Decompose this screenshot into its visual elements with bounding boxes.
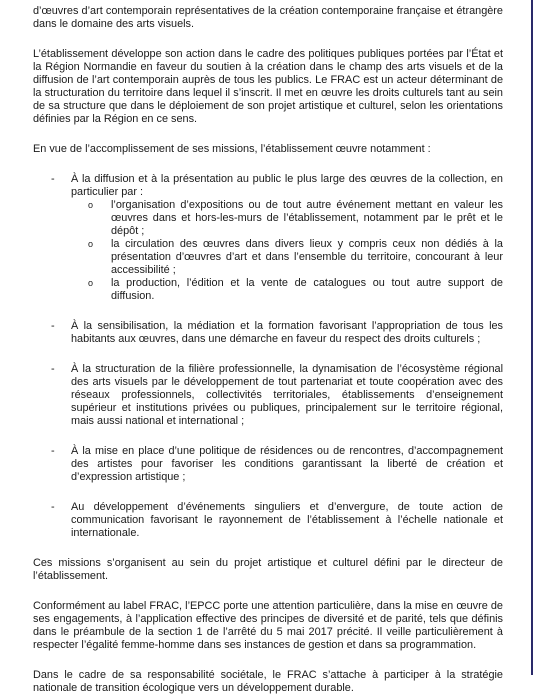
sub-list-item-text: la production, l’édition et la vente de catalogues ou tout autre support de diffusion. (111, 277, 503, 302)
paragraph-diversity-parity: Conformément au label FRAC, l’EPCC porte une attention particulière, dans la mise en œuvre de ses engagements, à l’application effective des principes de diversité et de parité, tels que définis dans le préambule de la section 1 de l’arrêté du 5 mai 2017 précité. Il veille particulièrement à respecter l’égalité femme-homme dans ses instances de gestion et dans sa programmation. (33, 600, 503, 651)
dash-bullet: - (51, 501, 55, 513)
list-item (33, 501, 503, 540)
list-item-text: Au développement d’événements singuliers et d’envergure, de toute action de communication favorisant le rayonnement de l’établissement à l’échelle nationale et internationale. (71, 501, 503, 539)
paragraph-missions-lead: En vue de l’accomplissement de ses missions, l’établissement œuvre notamment : (33, 143, 431, 155)
list-item-text: À la sensibilisation, la médiation et la formation favorisant l’appropriation de tous les habitants aux œuvres, dans une démarche en faveur du respect des droits culturels ; (71, 320, 503, 345)
list-item (33, 320, 503, 346)
sub-list-item-text: l’organisation d’expositions ou de tout autre événement mettant en valeur les œuvres dans et hors-les-murs de l’établissement, notamment par le prêt et le dépôt ; (111, 199, 503, 237)
list-item (33, 173, 503, 303)
list-item-text: À la mise en place d’une politique de résidences ou de rencontres, d’accompagnement des artistes pour favoriser les conditions garantissant la liberté de création et d’expression artistique ; (71, 445, 503, 483)
sub-list-item (71, 277, 503, 303)
sub-list-item-text: la circulation des œuvres dans divers lieux y compris ceux non dédiés à la présentation d’œuvres d’art et dans l’ensemble du territoire, concourant à leur accessibilité ; (111, 238, 503, 276)
missions-list (33, 173, 503, 540)
list-item-text: À la structuration de la filière professionnelle, la dynamisation de l’écosystème régional des arts visuels par le développement de tout partenariat et toute coopération avec des réseaux professionnels, collectivités territoriales, établissements d’enseignement supérieur et institutions privées ou publiques, principalement sur le territoire régional, mais aussi national et international ; (71, 363, 503, 427)
list-item (33, 363, 503, 428)
paragraph-intro-continuation: d’œuvres d’art contemporain représentatives de la création contemporaine française et étrangère dans le domaine des arts visuels. (33, 5, 503, 30)
sub-list-item (71, 199, 503, 238)
paragraph-project-organisation: Ces missions s’organisent au sein du projet artistique et culturel défini par le directeur de l’établissement. (33, 557, 503, 582)
sub-list (71, 199, 503, 303)
circle-bullet: o (88, 200, 94, 210)
dash-bullet: - (51, 173, 55, 185)
dash-bullet: - (51, 363, 55, 375)
dash-bullet: - (51, 445, 55, 457)
paragraph-policy-context: L’établissement développe son action dans le cadre des politiques publiques portées par l’État et la Région Normandie en faveur du soutien à la création dans le champ des arts visuels et de la diffusion de l’art contemporain auprès de tous les publics. Le FRAC est un acteur déterminant de la structuration du territoire dans lequel il s’inscrit. Il met en œuvre les droits culturels tant au sein de sa structure que dans le déploiement de son projet artistique et culturel, selon les orientations définies par la Région en ce sens. (33, 48, 503, 125)
circle-bullet: o (88, 278, 94, 288)
sub-list-item (71, 238, 503, 277)
list-item (33, 445, 503, 484)
circle-bullet: o (88, 239, 94, 249)
list-item-text: À la diffusion et à la présentation au public le plus large des œuvres de la collection, en particulier par : (71, 173, 503, 198)
dash-bullet: - (51, 320, 55, 332)
paragraph-ecological-transition: Dans le cadre de sa responsabilité sociétale, le FRAC s’attache à participer à la stratégie nationale de transition écologique vers un développement durable. (33, 669, 503, 694)
